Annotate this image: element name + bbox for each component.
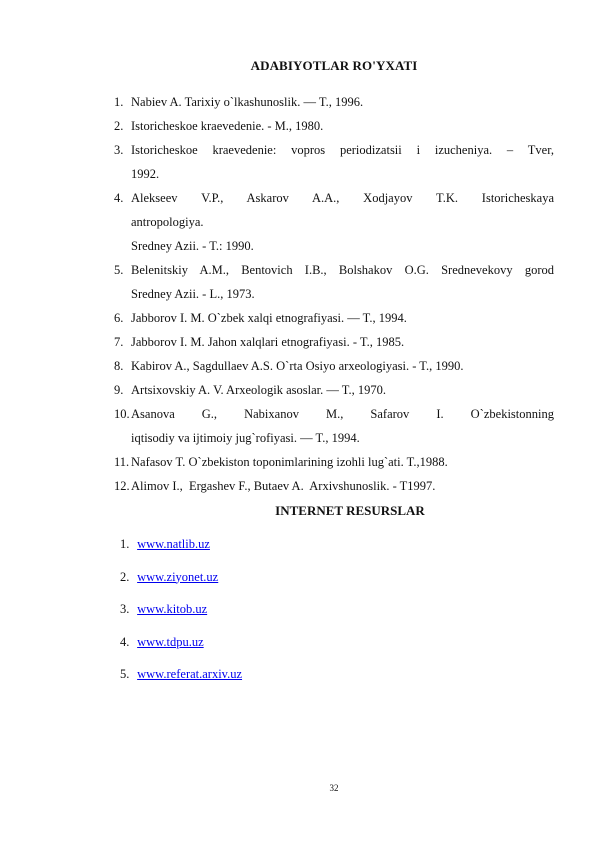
reference-number: 4. [114, 191, 124, 205]
reference-item [114, 306, 554, 330]
reference-text: Jabborov I. M. O`zbek xalqi etnografiyasi. — T., 1994. [131, 311, 407, 325]
reference-text: Asanova G., Nabixanov M., Safarov I. O`zbekistonning [131, 407, 554, 421]
reference-text: Belenitskiy A.M., Bentovich I.B., Bolshakov O.G. Srednevekovy gorod [131, 263, 554, 277]
internet-link-list [120, 532, 242, 695]
reference-text: Istoricheskoe kraevedenie: vopros periodizatsii i izucheniya. – Tver, [131, 143, 554, 157]
page-title: ADABIYOTLAR RO'YXATI [250, 58, 418, 73]
reference-number: 7. [114, 335, 124, 349]
link-natlib[interactable]: www.natlib.uz [137, 537, 210, 551]
link-item [120, 630, 242, 663]
reference-item [114, 258, 554, 306]
reference-number: 6. [114, 311, 124, 325]
link-number: 4. [120, 634, 130, 649]
link-item [120, 662, 242, 695]
reference-number: 11. [114, 455, 130, 469]
reference-number: 3. [114, 143, 124, 157]
reference-item [114, 450, 554, 474]
link-number: 1. [120, 537, 130, 551]
reference-number: 9. [114, 383, 124, 397]
page-number: 32 [329, 783, 339, 793]
link-number: 2. [120, 569, 130, 584]
reference-item [114, 186, 554, 258]
reference-item [114, 90, 554, 114]
reference-item [114, 354, 554, 378]
link-tdpu[interactable]: www.tdpu.uz [137, 634, 204, 649]
reference-list [114, 90, 554, 498]
reference-text-continued: antropologiya. [131, 215, 204, 229]
reference-number: 2. [114, 119, 124, 133]
link-number: 5. [120, 667, 130, 681]
link-referat-arxiv[interactable]: www.referat.arxiv.uz [137, 667, 243, 681]
reference-item [114, 378, 554, 402]
reference-number: 5. [114, 263, 124, 277]
reference-number: 12. [114, 479, 130, 493]
link-item [120, 597, 242, 630]
link-number: 3. [120, 602, 130, 616]
reference-number: 8. [114, 359, 124, 373]
reference-text: Nabiev A. Tarixiy o`lkashunoslik. — T., 1996. [131, 95, 364, 109]
reference-text: Jabborov I. M. Jahon xalqlari etnografiyasi. - T., 1985. [131, 335, 405, 349]
reference-number: 10. [114, 407, 130, 421]
reference-text: Alimov I., Ergashev F., Butaev A. Arxivshunoslik. - T1997. [131, 479, 436, 493]
reference-text: Artsixovskiy A. V. Arxeologik asoslar. — T., 1970. [131, 383, 386, 397]
reference-text-continued: Sredney Azii. - L., 1973. [131, 287, 255, 301]
reference-text: Kabirov A., Sagdullaev A.S. O`rta Osiyo arxeologiyasi. - T., 1990. [131, 359, 464, 373]
reference-text-continued: 1992. [131, 167, 160, 181]
link-kitob[interactable]: www.kitob.uz [137, 602, 208, 616]
link-item [120, 532, 242, 565]
link-item [120, 565, 242, 598]
reference-text: Istoricheskoe kraevedenie. - M., 1980. [131, 119, 324, 133]
reference-number: 1. [114, 95, 124, 109]
reference-item [114, 114, 554, 138]
reference-text: Alekseev V.P., Askarov A.A., Xodjayov T.K. Istoricheskaya [131, 191, 554, 205]
reference-text: Nafasov T. O`zbekiston toponimlarining izohli lug`ati. T.,1988. [131, 455, 448, 469]
reference-text-continued: Sredney Azii. - T.: 1990. [131, 239, 254, 253]
internet-resources-heading: INTERNET RESURSLAR [275, 503, 425, 518]
link-ziyonet[interactable]: www.ziyonet.uz [137, 569, 219, 584]
reference-item [114, 474, 554, 498]
reference-item [114, 330, 554, 354]
reference-item [114, 402, 554, 450]
reference-text-continued: iqtisodiy va ijtimoiy jug`rofiyasi. — T., 1994. [131, 431, 360, 445]
reference-item [114, 138, 554, 186]
